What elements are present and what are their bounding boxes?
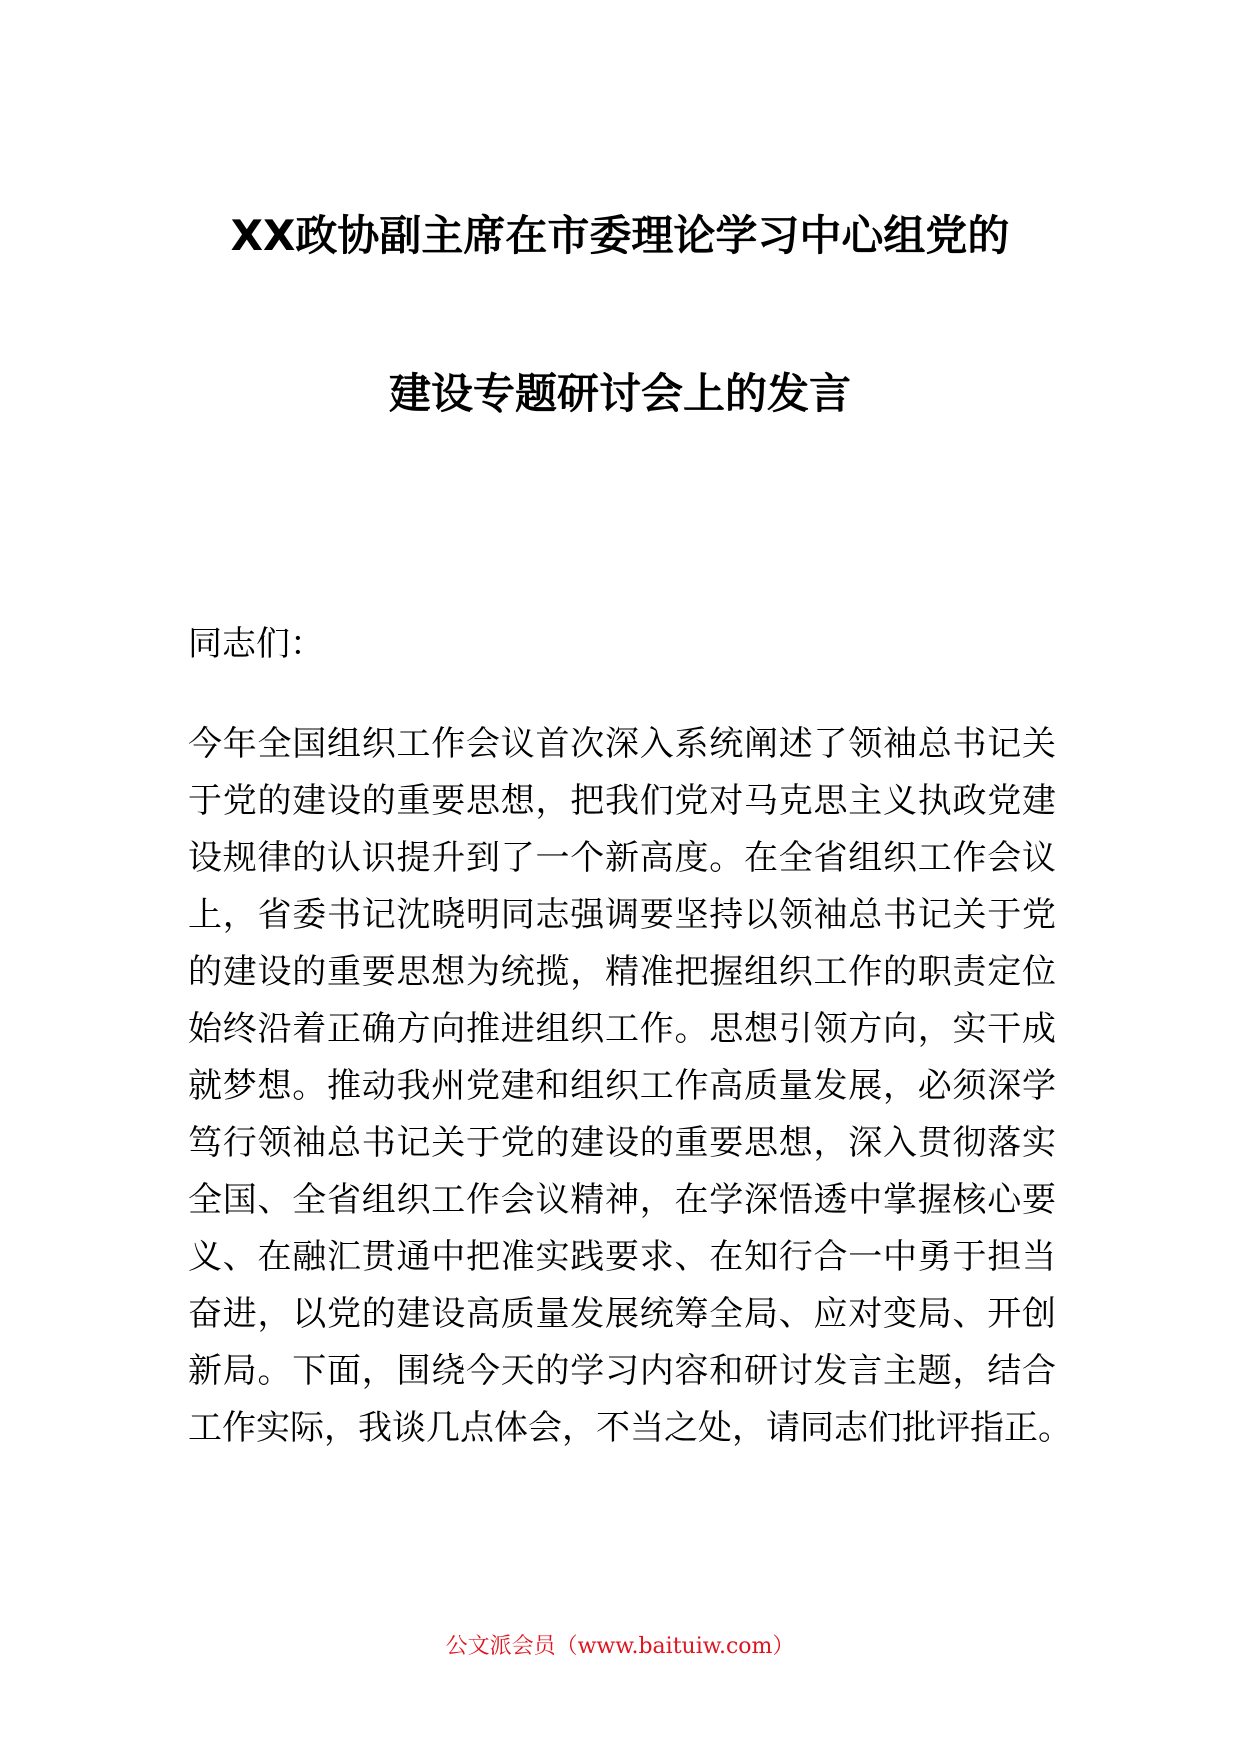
body-line: 义、在融汇贯通中把准实践要求、在知行合一中勇于担当 — [188, 1237, 1056, 1277]
body-line: 新局。下面，围绕今天的学习内容和研讨发言主题，结合 — [188, 1351, 1056, 1391]
document-title-line-2: 建设专题研讨会上的发言 — [388, 369, 851, 418]
body-line: 笃行领袖总书记关于党的建设的重要思想，深入贯彻落实 — [188, 1123, 1056, 1163]
body-line: 上，省委书记沈晓明同志强调要坚持以领袖总书记关于党 — [188, 895, 1056, 935]
body-line: 设规律的认识提升到了一个新高度。在全省组织工作会议 — [188, 838, 1056, 878]
body-line: 奋进，以党的建设高质量发展统筹全局、应对变局、开创 — [188, 1294, 1056, 1334]
body-line: 于党的建设的重要思想，把我们党对马克思主义执政党建 — [188, 781, 1056, 821]
body-line: 就梦想。推动我州党建和组织工作高质量发展，必须深学 — [188, 1066, 1056, 1106]
footer-watermark: 公文派会员（www.baituiw.com） — [445, 1634, 795, 1659]
document-title-line-1: XX政协副主席在市委理论学习中心组党的 — [230, 211, 1010, 260]
body-line: 的建设的重要思想为统揽，精准把握组织工作的职责定位 — [188, 952, 1056, 992]
salutation: 同志们： — [188, 624, 324, 664]
body-line: 始终沿着正确方向推进组织工作。思想引领方向，实干成 — [188, 1009, 1056, 1049]
body-line: 今年全国组织工作会议首次深入系统阐述了领袖总书记关 — [188, 724, 1056, 764]
body-line: 全国、全省组织工作会议精神，在学深悟透中掌握核心要 — [188, 1180, 1056, 1220]
body-line: 工作实际，我谈几点体会，不当之处，请同志们批评指正。 — [188, 1408, 1072, 1448]
